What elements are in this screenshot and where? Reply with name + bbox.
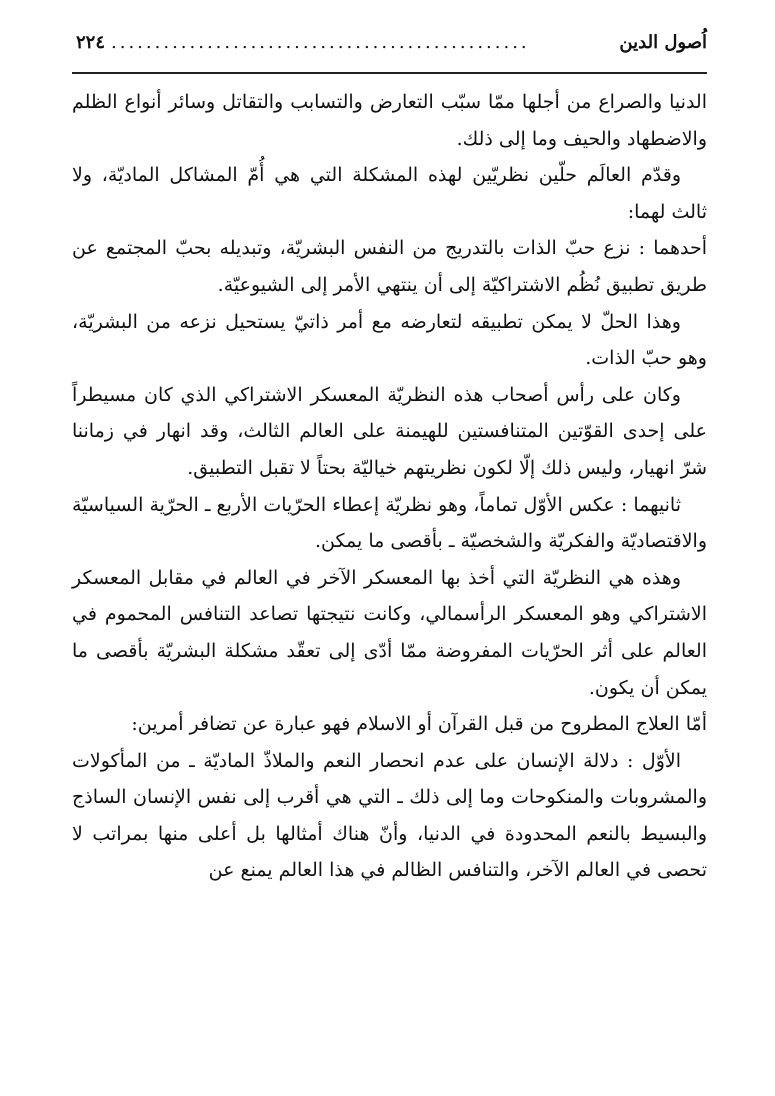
document-page bbox=[72, 32, 707, 889]
paragraph-8: أمّا العلاج المطروح من قبل القرآن أو الاسلام فهو عبارة عن تضافر أمرين: bbox=[131, 713, 707, 736]
paragraph-7: وهذه هي النظريّة التي أخذ بها المعسكر الآخر في العالم في مقابل المعسكر الاشتراكي وهو المعسكر الرأسمالي، وكانت نتيجتها تصاعد التنافس المحموم في العالم على أثر الحرّيات المفروضة ممّا أدّى إلى تعقّد مشكلة البشريّة بأقصى ما يمكن أن يكون. bbox=[72, 566, 707, 699]
paragraph-2: وقدّم العالَم حلّين نظريّين لهذه المشكلة التي هي أُمّ المشاكل الماديّة، ولا ثالث لهما: bbox=[72, 164, 707, 223]
header-book-title: اُصول الدين bbox=[619, 32, 707, 53]
body-text bbox=[72, 84, 707, 889]
paragraph-9: الأوّل : دلالة الإنسان على عدم انحصار النعم والملاذّ الماديّة ـ من المأكولات والمشروبات والمنكوحات وما إلى ذلك ـ التي هي أقرب إلى نفس الإنسان الساذج والبسيط بالنعم المحدودة في الدنيا، وأنّ هناك أمثالها بل أعلى منها بمراتب لا تحصى في العالم الآخر، والتنافس الظالم في هذا العالم يمنع عن bbox=[72, 749, 707, 882]
page-number: ٢٢٤ bbox=[76, 32, 106, 53]
paragraph-6: ثانيهما : عكس الأوّل تماماً، وهو نظريّة إعطاء الحرّيات الأربع ـ الحرّية السياسيّة والاقتصاديّة والفكريّة والشخصيّة ـ بأقصى ما يمكن. bbox=[72, 493, 707, 553]
paragraph-1: الدنيا والصراع من أجلها ممّا سبّب التعارض والتسابب والتقاتل وسائر أنواع الظلم والاضطهاد والحيف وما إلى ذلك. bbox=[72, 91, 707, 150]
running-header bbox=[72, 32, 707, 74]
paragraph-5: وكان على رأس أصحاب هذه النظريّة المعسكر الاشتراكي الذي كان مسيطراً على إحدى القوّتين المتنافستين للهيمنة على العالم الثالث، وقد انهار في زماننا شرّ انهيار، وليس ذلك إلّا لكون نظريتهم خياليّة بحتاً لا تقبل التطبيق. bbox=[72, 383, 707, 479]
paragraph-4: وهذا الحلّ لا يمكن تطبيقه لتعارضه مع أمر ذاتيّ يستحيل نزعه من البشريّة، وهو حبّ الذات. bbox=[72, 310, 707, 370]
paragraph-3: أحدهما : نزع حبّ الذات بالتدريج من النفس البشريّة، وتبديله بحبّ المجتمع عن طريق تطبيق نُظُم الاشتراكيّة إلى أن ينتهي الأمر إلى الشيوعيّة. bbox=[72, 237, 707, 296]
header-dot-leader: ................................................ bbox=[111, 32, 530, 53]
